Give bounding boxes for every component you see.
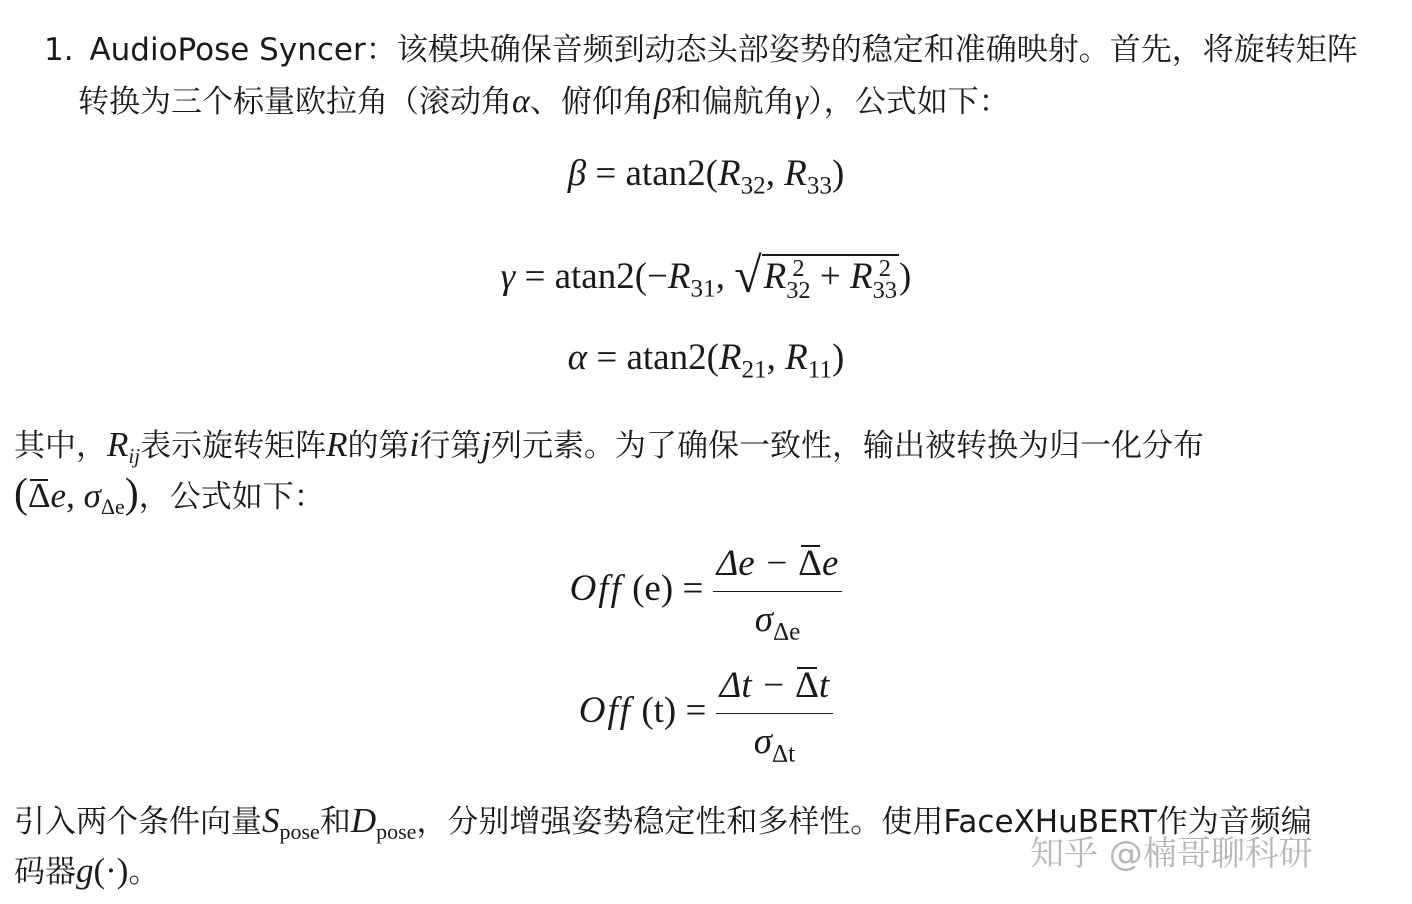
eq-sup: 2: [878, 254, 891, 282]
var-e: e: [50, 476, 67, 515]
eq-arg: (e): [622, 567, 674, 609]
eq-lhs: Off: [578, 689, 633, 731]
text-seg: 的第: [347, 428, 410, 464]
text-seg: ），公式如下：: [808, 84, 1010, 120]
eq-sub: 11: [807, 356, 833, 384]
equation-off-t: [0, 664, 1412, 768]
var-R: R: [107, 425, 129, 464]
sigma: σ: [83, 476, 101, 515]
fraction: [716, 664, 834, 768]
delta-bar: Δ: [795, 665, 819, 706]
sigma: σ: [754, 599, 773, 640]
eq-sub: 32: [786, 276, 811, 304]
numerator: [716, 664, 834, 714]
eq-plus: +: [810, 256, 850, 297]
eq-fn: atan2(−: [554, 256, 668, 297]
sqrt-radicand: [762, 254, 899, 304]
paragraph-2-line-1: [14, 420, 1204, 469]
eq-sign: =: [586, 153, 626, 194]
eq-sub: 31: [690, 275, 716, 303]
eq-var: R: [667, 256, 691, 297]
sub-pose: pose: [376, 819, 417, 845]
text-seg: 列元素。为了确保一致性，输出被转换为归一化分布: [490, 428, 1204, 464]
sub-pose: pose: [279, 819, 320, 845]
eq-var: R: [784, 153, 807, 194]
fraction: [713, 542, 843, 646]
eq-var: R: [717, 153, 741, 194]
g-arg: (·): [93, 851, 129, 890]
den-sub: Δe: [772, 618, 801, 646]
eq-close: ): [899, 256, 912, 297]
eq-lhs: Off: [569, 567, 623, 609]
equation-gamma: [0, 242, 1412, 304]
eq-arg: (t): [632, 689, 677, 731]
denominator: [716, 714, 834, 768]
eq-comma: ,: [766, 337, 786, 378]
paren-open: (: [14, 471, 28, 517]
eq-sign: =: [587, 337, 627, 378]
sub-ij: ij: [128, 444, 141, 469]
list-item-1-line-2: [78, 76, 1010, 121]
delta-bar: Δ: [798, 543, 822, 584]
num-b: e: [821, 543, 839, 584]
var-g: g: [76, 851, 94, 890]
text-seg: ，公式如下：: [138, 479, 325, 515]
eq-sub: 33: [872, 276, 898, 304]
eq-fn: atan2(: [626, 337, 719, 378]
eq-sub: 33: [806, 172, 832, 200]
equation-off-e: [0, 542, 1412, 646]
equation-beta: [0, 152, 1412, 200]
eq-comma: ,: [765, 153, 785, 194]
line1-text: 该模块确保音频到动态头部姿势的稳定和准确映射。首先，将旋转矩阵: [396, 32, 1358, 68]
var-j: j: [481, 425, 491, 464]
var-R: R: [326, 425, 348, 464]
var-i: i: [409, 425, 420, 464]
sqrt-expression: [734, 242, 899, 304]
gamma-symbol: γ: [794, 83, 809, 120]
eq-fn: atan2(: [625, 153, 718, 194]
eq-var: R: [785, 337, 808, 378]
eq-comma: ,: [715, 256, 735, 297]
numerator: [713, 542, 843, 592]
paren-close: ): [124, 471, 139, 517]
eq-sub: 32: [740, 172, 766, 200]
eq-close: ): [832, 337, 845, 378]
num-a: Δe −: [716, 543, 799, 584]
beta-symbol: β: [653, 83, 671, 120]
eq-lhs: γ: [500, 256, 516, 297]
eq-sign: =: [515, 256, 555, 297]
eq-sign: =: [676, 689, 716, 731]
eq-var: R: [763, 256, 787, 297]
equation-alpha: [0, 336, 1412, 384]
text-seg: 和: [319, 804, 351, 840]
text-seg: 码器: [14, 854, 76, 890]
alpha-symbol: α: [512, 83, 530, 120]
paragraph-3-line-2: [14, 846, 159, 891]
eq-var: R: [718, 337, 742, 378]
text-seg: 引入两个条件向量: [14, 804, 262, 840]
eq-sub: 21: [741, 356, 767, 384]
eq-lhs: β: [567, 153, 587, 194]
num-b: t: [818, 665, 830, 706]
text-seg: 表示旋转矩阵: [140, 428, 327, 464]
term-audiopose-syncer: AudioPose Syncer: [89, 32, 366, 68]
watermark: 知乎 @楠哥聊科研: [1030, 834, 1313, 874]
denominator: [713, 592, 843, 646]
list-number: 1.: [44, 32, 74, 68]
eq-sup: 2: [792, 254, 805, 282]
colon: ：: [365, 32, 397, 68]
var-D: D: [350, 801, 377, 840]
eq-var: R: [850, 256, 873, 297]
sigma: σ: [753, 721, 772, 762]
text-seg: ，分别增强姿势稳定性和多样性。使用FaceXHuBERT作为音频编: [416, 804, 1312, 840]
sigma-sub: Δe: [100, 494, 125, 520]
num-a: Δt −: [719, 665, 796, 706]
comma: ,: [66, 476, 84, 515]
den-sub: Δt: [771, 740, 796, 768]
text-seg: 。: [128, 854, 160, 890]
text-seg: 、俯仰角: [529, 84, 654, 120]
eq-lhs: α: [567, 337, 588, 378]
sqrt-sign: √: [734, 247, 762, 303]
list-item-1-line-1: [44, 24, 1358, 69]
delta-bar: Δ: [28, 476, 51, 515]
eq-sign: =: [673, 567, 713, 609]
text-seg: 行第: [419, 428, 482, 464]
paragraph-2-line-2: [14, 470, 325, 518]
var-S: S: [262, 801, 280, 840]
text-seg: 其中，: [14, 428, 107, 464]
text-seg: 和偏航角: [670, 84, 795, 120]
eq-close: ): [831, 153, 845, 194]
text-seg: 转换为三个标量欧拉角（滚动角: [78, 84, 512, 120]
